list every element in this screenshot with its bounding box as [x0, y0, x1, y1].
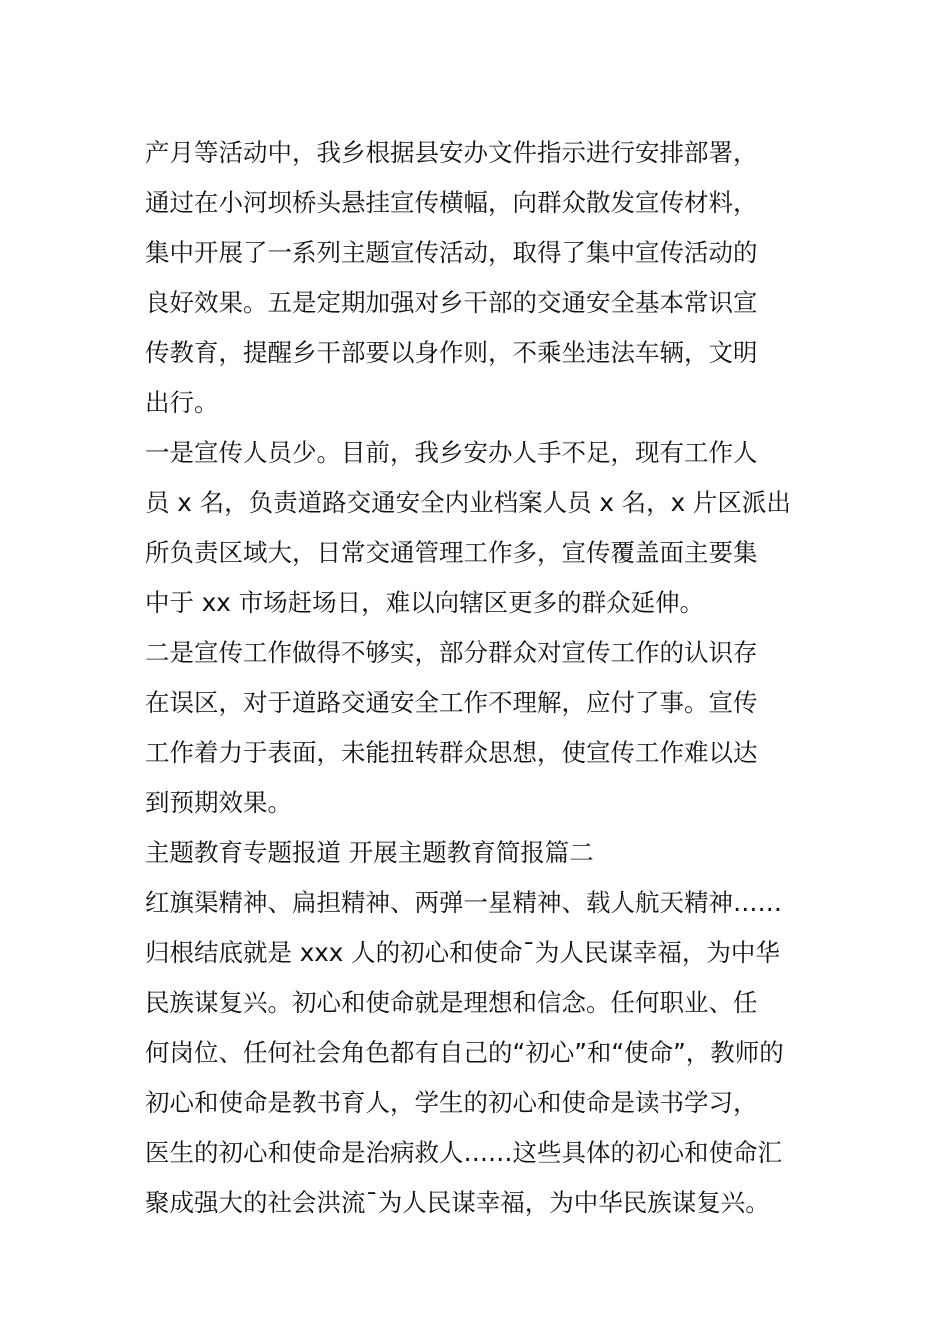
text-line: 出行。: [145, 388, 219, 417]
text-line: 聚成强大的社会洪流¯为人民谋幸福，为中华民族谋复兴。: [145, 1188, 770, 1217]
section-heading: 主题教育专题报道 开展主题教育简报篇二: [145, 838, 594, 867]
text-line: 中于 xx 市场赶场日，难以向辖区更多的群众延伸。: [145, 588, 705, 617]
text-line: 工作着力于表面，未能扭转群众思想，使宣传工作难以达: [145, 738, 758, 767]
text-line: 产月等活动中，我乡根据县安办文件指示进行安排部署，: [145, 138, 758, 167]
text-line: 归根结底就是 xxx 人的初心和使命¯为人民谋幸福，为中华: [145, 938, 780, 967]
text-line: 在误区，对于道路交通安全工作不理解，应付了事。宣传: [145, 688, 758, 717]
text-line: 通过在小河坝桥头悬挂宣传横幅，向群众散发宣传材料，: [145, 188, 758, 217]
text-line: 员 x 名，负责道路交通安全内业档案人员 x 名，x 片区派出: [145, 488, 791, 517]
text-line: 集中开展了一系列主题宣传活动，取得了集中宣传活动的: [145, 238, 758, 267]
text-line: 一是宣传人员少。目前，我乡安办人手不足，现有工作人: [145, 438, 758, 467]
text-line: 传教育，提醒乡干部要以身作则，不乘坐违法车辆，文明: [145, 338, 758, 367]
text-line: 良好效果。五是定期加强对乡干部的交通安全基本常识宣: [145, 288, 758, 317]
text-line: 到预期效果。: [145, 788, 292, 817]
text-line: 民族谋复兴。初心和使命就是理想和信念。任何职业、任: [145, 988, 758, 1017]
text-line: 所负责区域大，日常交通管理工作多，宣传覆盖面主要集: [145, 538, 758, 567]
text-line: 初心和使命是教书育人，学生的初心和使命是读书学习，: [145, 1088, 758, 1117]
text-line: 红旗渠精神、扁担精神、两弹一星精神、载人航天精神……: [145, 888, 782, 917]
document-body: [145, 128, 815, 1228]
text-line: 二是宣传工作做得不够实，部分群众对宣传工作的认识存: [145, 638, 758, 667]
text-line: 何岗位、任何社会角色都有自己的“初心”和“使命”，教师的: [145, 1038, 784, 1067]
text-line: 医生的初心和使命是治病救人……这些具体的初心和使命汇: [145, 1138, 782, 1167]
